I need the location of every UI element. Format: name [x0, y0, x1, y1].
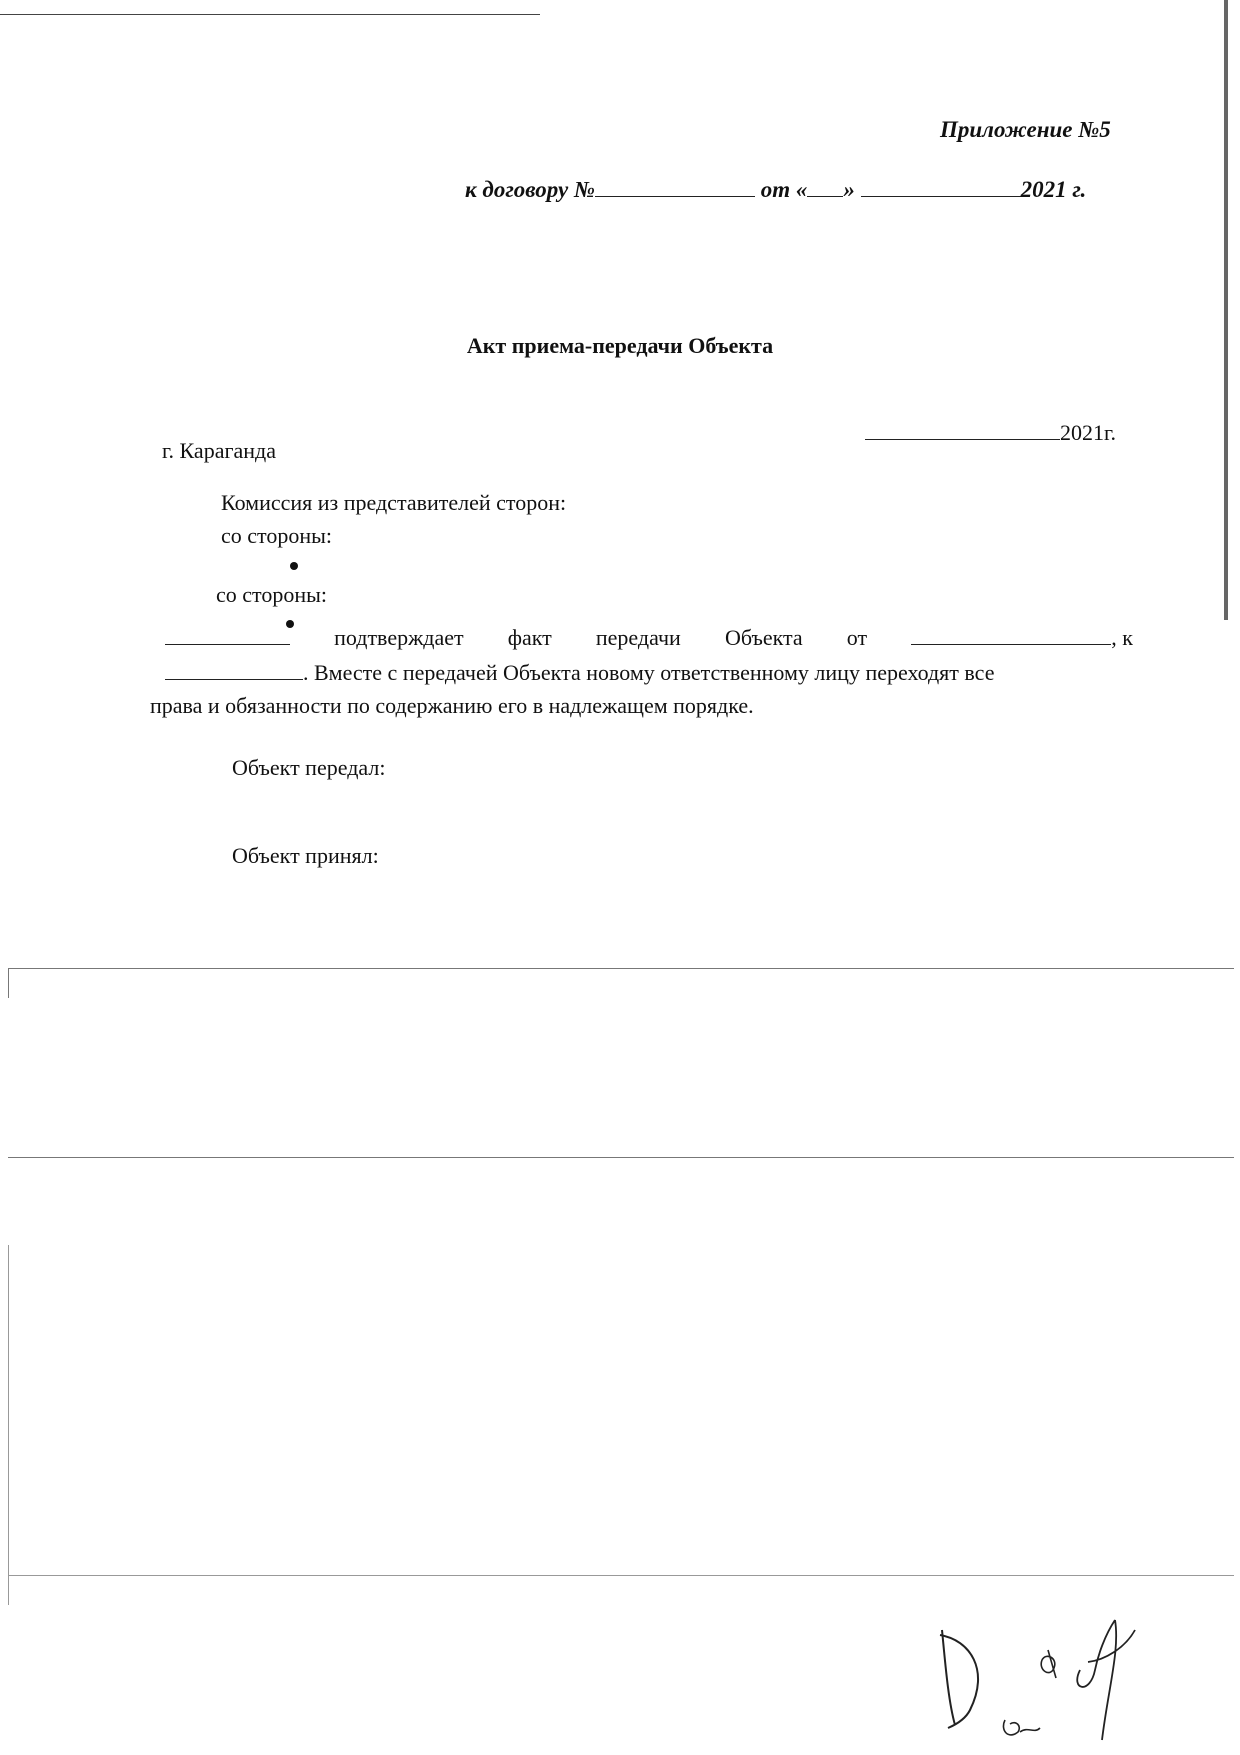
section-divider — [8, 1575, 1234, 1576]
paragraph-word: передачи — [595, 625, 681, 650]
day-blank — [807, 178, 843, 197]
contract-number-blank — [595, 178, 755, 197]
month-blank — [861, 178, 1021, 197]
contract-reference — [465, 177, 1086, 203]
contract-year: 2021 г. — [1020, 177, 1087, 202]
contract-prefix: к договору № — [465, 177, 595, 202]
paragraph-line-1 — [165, 625, 1133, 651]
accepted-label: Объект принял: — [232, 843, 379, 868]
paragraph-line-3: права и обязанности по содержанию его в надлежащем порядке. — [150, 693, 754, 718]
party-blank — [165, 626, 290, 645]
appendix-label: Приложение №5 — [940, 117, 1111, 142]
date-year: 2021г. — [1060, 420, 1117, 445]
date-prefix: от « — [760, 177, 808, 202]
side-two-label: со стороны: — [216, 582, 328, 607]
scan-top-rule — [0, 14, 540, 15]
commission-intro: Комиссия из представителей сторон: — [221, 490, 567, 515]
section-divider — [8, 1157, 1234, 1158]
scan-edge-mark — [1224, 0, 1228, 620]
paragraph-text: . Вместе с передачей Объекта новому ответственному лицу переходят все — [303, 660, 995, 685]
from-party-blank — [911, 626, 1111, 645]
handwritten-signature — [930, 1600, 1170, 1750]
paragraph-word: факт — [507, 625, 552, 650]
section-divider — [8, 968, 1234, 969]
paragraph-word: от — [846, 625, 868, 650]
paragraph-from-group — [911, 625, 1133, 651]
date-mid: » — [843, 177, 855, 202]
document-title: Акт приема-передачи Объекта — [466, 333, 774, 358]
paragraph-line-2 — [165, 660, 1133, 686]
paragraph-word: подтверждает — [334, 625, 464, 650]
side-one-label: со стороны: — [221, 523, 333, 548]
date-blank — [865, 421, 1060, 440]
document-date — [865, 420, 1116, 446]
place-label: г. Караганда — [162, 438, 276, 463]
bullet-dot — [290, 562, 298, 570]
to-party-blank — [165, 661, 303, 680]
handed-over-label: Объект передал: — [232, 755, 386, 780]
scan-edge-dots — [8, 1245, 9, 1605]
paragraph-word: Объекта — [724, 625, 803, 650]
table-border-left — [8, 968, 9, 998]
paragraph-word: , к — [1111, 625, 1133, 650]
